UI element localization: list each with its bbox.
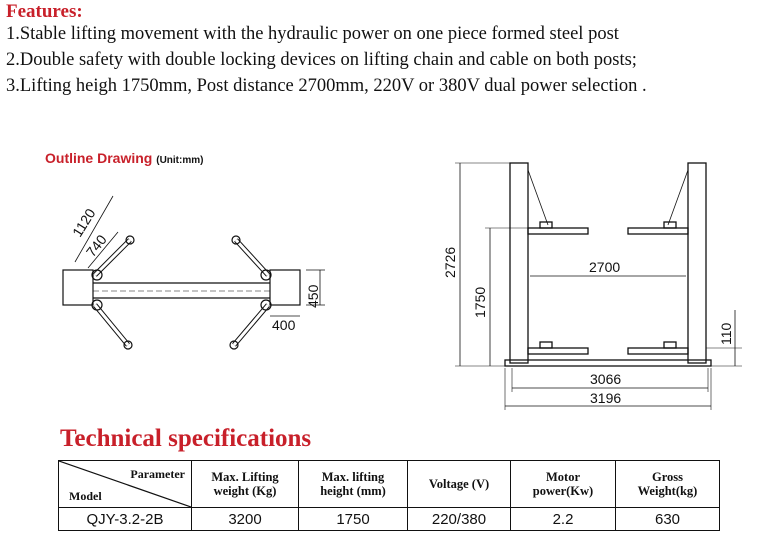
dim-outer-width: 3196 xyxy=(590,390,622,406)
header-text-line: Motor xyxy=(545,470,580,484)
dim-plate-width: 400 xyxy=(272,317,296,333)
specifications-table xyxy=(58,460,720,531)
dim-base-height: 110 xyxy=(718,322,734,345)
table-header-row xyxy=(59,461,720,508)
header-text-line: Voltage (V) xyxy=(428,477,490,491)
dim-inner-width: 3066 xyxy=(590,371,622,387)
table-row xyxy=(59,508,720,531)
cell-model: QJY-3.2-2B xyxy=(59,508,192,531)
dim-total-height: 2726 xyxy=(442,246,458,278)
dim-arm-long: 1120 xyxy=(68,205,99,240)
left-post-plate xyxy=(63,270,93,305)
dim-lift-height: 1750 xyxy=(472,286,488,318)
right-post-plate xyxy=(270,270,300,305)
header-gross-weight xyxy=(616,461,720,508)
cell-max-lifting-weight: 3200 xyxy=(192,508,299,531)
dim-arm-short: 740 xyxy=(82,231,110,260)
cell-voltage: 220/380 xyxy=(408,508,511,531)
left-post xyxy=(510,163,528,363)
header-text-line: Max. Lifting xyxy=(211,470,279,484)
header-text-line: Gross xyxy=(651,470,684,484)
cell-max-lifting-height: 1750 xyxy=(299,508,408,531)
right-post xyxy=(688,163,706,363)
feature-item-3: 3.Lifting heigh 1750mm, Post distance 2700mm, 220V or 380V dual power selection . xyxy=(6,76,647,96)
header-parameter-label: Parameter xyxy=(130,467,185,481)
header-motor-power xyxy=(511,461,616,508)
features-title: Features: xyxy=(6,1,83,22)
feature-item-1: 1.Stable lifting movement with the hydraulic power on one piece formed steel post xyxy=(6,24,619,44)
header-model-label: Model xyxy=(69,489,102,503)
cell-motor-power: 2.2 xyxy=(511,508,616,531)
header-text-line: Max. lifting xyxy=(321,470,385,484)
cell-gross-weight: 630 xyxy=(616,508,720,531)
header-max-lifting-height xyxy=(299,461,408,508)
header-voltage xyxy=(408,461,511,508)
dim-plate-height: 450 xyxy=(305,284,321,308)
outline-unit: (Unit:mm) xyxy=(156,155,204,166)
header-diagonal-cell xyxy=(59,461,192,508)
header-max-lifting-weight xyxy=(192,461,299,508)
header-text-line: power(Kw) xyxy=(532,484,594,498)
feature-item-2: 2.Double safety with double locking devices on lifting chain and cable on both posts; xyxy=(6,50,637,70)
outline-title-text: Outline Drawing xyxy=(45,150,153,166)
header-text-line: weight (Kg) xyxy=(213,484,277,498)
dim-post-distance: 2700 xyxy=(589,259,621,275)
header-text-line: height (mm) xyxy=(320,484,386,498)
technical-specifications-title: Technical specifications xyxy=(60,425,312,452)
header-text-line: Weight(kg) xyxy=(637,484,698,498)
